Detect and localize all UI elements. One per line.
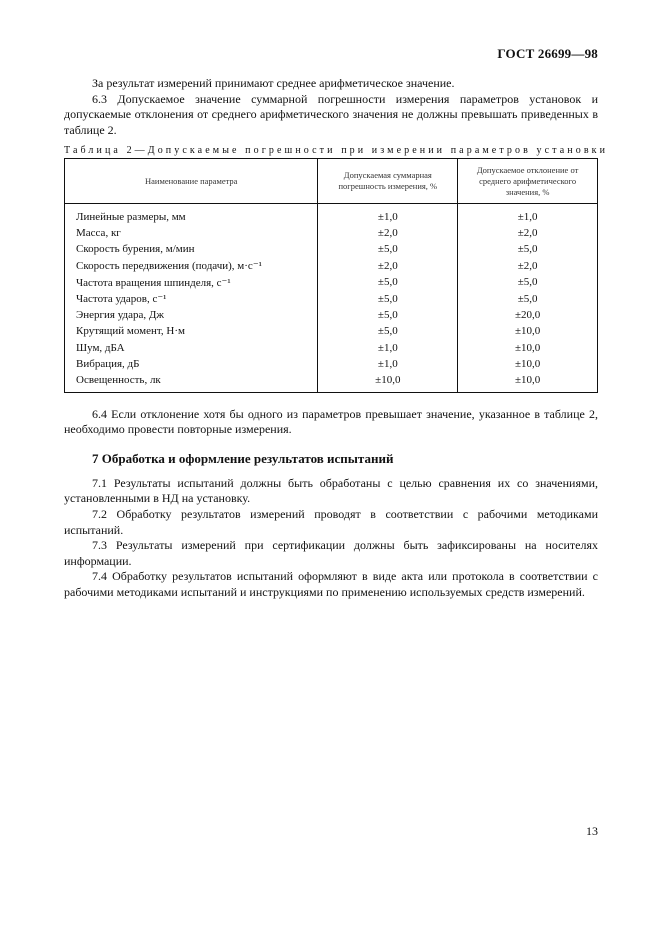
page-number: 13 [586, 824, 598, 838]
deviation-cell: ±10,0 [458, 372, 598, 392]
deviation-cell: ±2,0 [458, 225, 598, 241]
deviation-cell: ±5,0 [458, 290, 598, 306]
deviation-cell: ±20,0 [458, 307, 598, 323]
parameter-name-cell: Крутящий момент, Н·м [65, 323, 318, 339]
table-body [65, 204, 598, 392]
table-row [65, 258, 598, 274]
paragraph-7-2: 7.2 Обработку результатов измерений проводят в соответствии с рабочими методиками испытаний. [64, 507, 598, 537]
deviation-cell: ±1,0 [458, 204, 598, 225]
table-row [65, 290, 598, 306]
table-row [65, 356, 598, 372]
table-row [65, 274, 598, 290]
table-row [65, 241, 598, 257]
parameter-name-cell: Масса, кг [65, 225, 318, 241]
table-row [65, 307, 598, 323]
document-code: ГОСТ 26699—98 [497, 46, 598, 61]
table-row [65, 204, 598, 225]
total-error-cell: ±5,0 [318, 274, 458, 290]
table-caption: Таблица 2—Допускаемые погрешности при измерении параметров установки [64, 145, 609, 157]
total-error-cell: ±2,0 [318, 225, 458, 241]
total-error-cell: ±5,0 [318, 323, 458, 339]
table-row [65, 323, 598, 339]
total-error-cell: ±10,0 [318, 372, 458, 392]
total-error-cell: ±1,0 [318, 340, 458, 356]
paragraph-7-4: 7.4 Обработку результатов испытаний оформляют в виде акта или протокола в соответствии с рабочими методиками испытаний и инструкциями по применению используемых средств измерений. [64, 569, 598, 600]
page-content [64, 76, 609, 601]
header-parameter: Наименование параметра [65, 159, 318, 204]
deviation-cell: ±10,0 [458, 323, 598, 339]
parameter-name-cell: Скорость бурения, м/мин [65, 241, 318, 257]
parameter-name-cell: Освещенность, лк [65, 372, 318, 392]
deviation-cell: ±10,0 [458, 340, 598, 356]
total-error-cell: ±1,0 [318, 356, 458, 372]
deviation-cell: ±5,0 [458, 241, 598, 257]
deviation-cell: ±2,0 [458, 258, 598, 274]
table-row [65, 340, 598, 356]
table-row [65, 372, 598, 392]
paragraph-result: За результат измерений принимают среднее арифметическое значение. [92, 76, 455, 90]
parameter-name-cell: Вибрация, дБ [65, 356, 318, 372]
table-row [65, 225, 598, 241]
section-7-title: 7 Обработка и оформление результатов испытаний [92, 450, 394, 466]
table-header-row [65, 159, 598, 204]
paragraph-6-4: 6.4 Если отклонение хотя бы одного из параметров превышает значение, указанное в таблице 2, необходимо провести повторные измерения. [64, 406, 598, 437]
parameter-name-cell: Энергия удара, Дж [65, 307, 318, 323]
total-error-cell: ±2,0 [318, 258, 458, 274]
paragraph-7-1: 7.1 Результаты испытаний должны быть обработаны с целью сравнения их со значениями, установленными в НД на установку. [64, 475, 598, 506]
deviation-cell: ±5,0 [458, 274, 598, 290]
parameter-name-cell: Шум, дБА [65, 340, 318, 356]
total-error-cell: ±1,0 [318, 204, 458, 225]
parameter-name-cell: Скорость передвижения (подачи), м·с⁻¹ [65, 258, 318, 274]
total-error-cell: ±5,0 [318, 307, 458, 323]
total-error-cell: ±5,0 [318, 241, 458, 257]
header-total-error: Допускаемая суммарная погрешность измерения, % [318, 159, 458, 204]
parameter-name-cell: Частота ударов, с⁻¹ [65, 290, 318, 306]
header-deviation: Допускаемое отклонение от среднего арифметического значения, % [458, 159, 598, 204]
tolerance-table [64, 158, 598, 392]
parameter-name-cell: Частота вращения шпинделя, с⁻¹ [65, 274, 318, 290]
paragraph-7-3: 7.3 Результаты измерений при сертификации должны быть зафиксированы на носителях информации. [64, 538, 598, 568]
total-error-cell: ±5,0 [318, 290, 458, 306]
deviation-cell: ±10,0 [458, 356, 598, 372]
parameter-name-cell: Линейные размеры, мм [65, 204, 318, 225]
paragraph-6-3: 6.3 Допускаемое значение суммарной погрешности измерения параметров установок и допускаемые отклонения от среднего арифметического значения не должны превышать приведенных в таблице 2. [64, 91, 598, 137]
